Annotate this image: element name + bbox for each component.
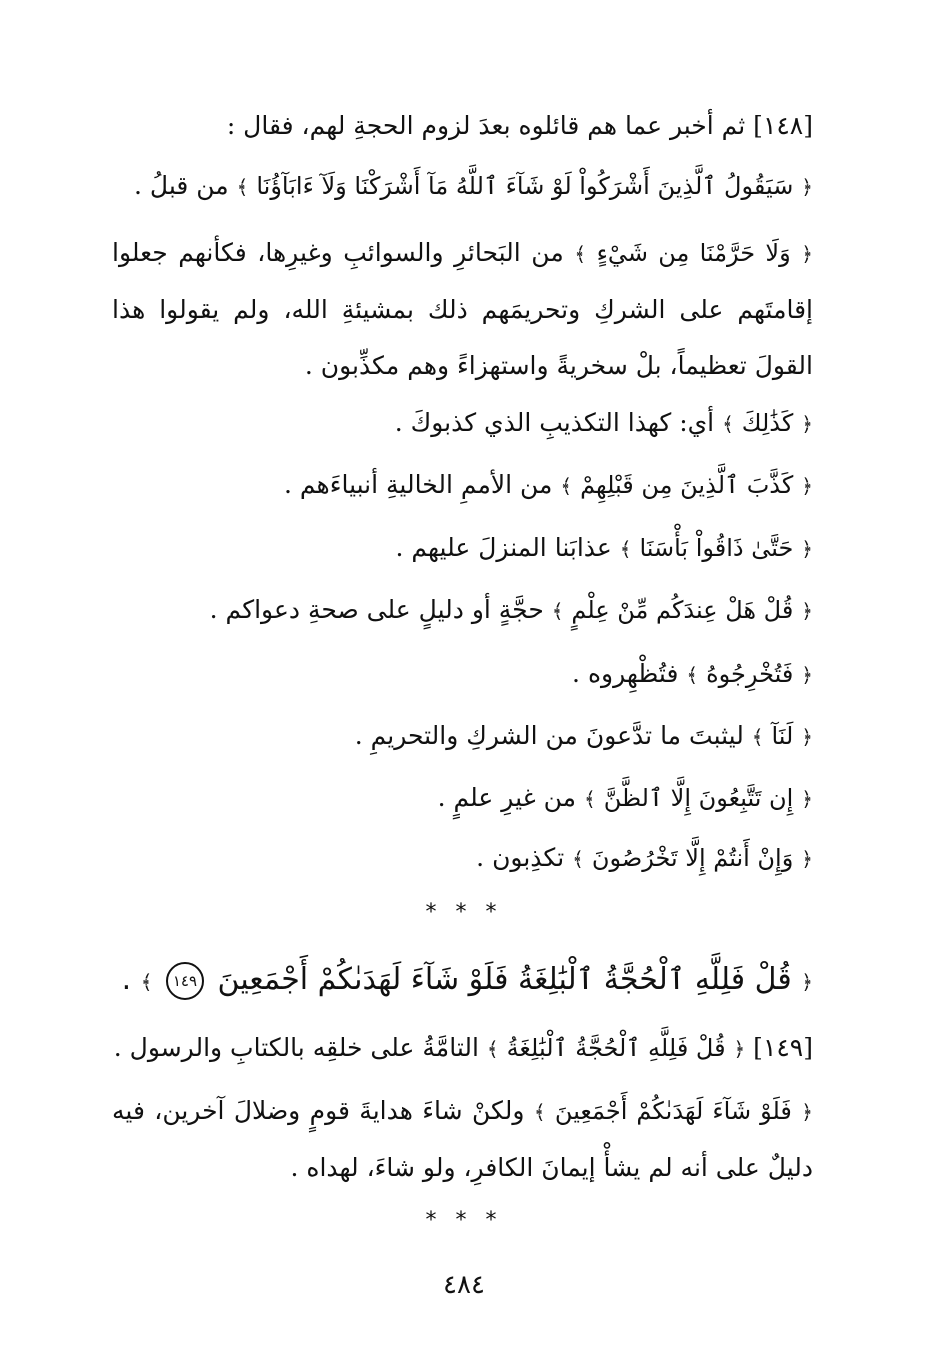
ornate-bracket-close: ﴾ <box>560 474 573 498</box>
quran-quote-paragraph <box>395 395 813 452</box>
quran-quote: سَيَقُولُ ٱلَّذِينَ أَشْرَكُواْ لَوْ شَآءَ ٱللَّهُ مَآ أَشْرَكْنَا وَلَآ ءَابَآؤُنَا <box>256 172 794 200</box>
section-separator: * * * <box>425 900 503 925</box>
ornate-bracket-open: ﴿ <box>801 970 813 994</box>
paragraph-text: من الأممِ الخاليةِ أنبياءَهم . <box>283 470 553 499</box>
paragraph-text: من قبلُ . <box>134 171 229 200</box>
verse-end: . <box>121 962 132 997</box>
paragraph-text: فتُظْهِروه . <box>572 659 679 688</box>
paragraph-text: من البَحائرِ والسوائبِ وغيرِها، فكأنهم جعلوا إقامتَهم على الشركِ وتحريمَهم ذلك بمشيئةِ الله، ولم يقولوا هذا القولَ تعظيماً، بلْ سخريةً واستهزاءً وهم مكذِّبون . <box>112 238 813 380</box>
quran-quote: وَلَا حَرَّمْنَا مِن شَيْءٍ <box>596 239 791 267</box>
page-number: ٤٨٤ <box>443 1270 485 1300</box>
paragraph-text: ليثبتَ ما تدَّعونَ من الشركِ والتحريمِ . <box>354 721 744 750</box>
ornate-bracket-close: ﴾ <box>551 599 564 623</box>
ornate-bracket-close: ﴾ <box>486 1037 499 1061</box>
ornate-bracket-open: ﴿ <box>801 725 813 749</box>
quran-quote: كَذَٰلِكَ <box>741 409 794 437</box>
quran-quote-paragraph <box>572 646 813 703</box>
ornate-bracket-open: ﴿ <box>801 847 813 871</box>
quran-quote-paragraph <box>112 1083 813 1196</box>
paragraph-text: عذابَنا المنزلَ عليهم . <box>395 533 612 562</box>
ornate-bracket-open: ﴿ <box>801 537 813 561</box>
quran-quote: كَذَّبَ ٱلَّذِينَ مِن قَبْلِهِمْ <box>580 471 794 499</box>
ornate-bracket-open: ﴿ <box>801 175 813 199</box>
ornate-bracket-open: ﴿ <box>733 1037 746 1061</box>
verse-text: قُلْ فَلِلَّهِ ٱلْحُجَّةُ ٱلْبَٰلِغَةُ فَلَوْ شَآءَ لَهَدَىٰكُمْ أَجْمَعِينَ <box>217 962 792 997</box>
quran-quote-paragraph <box>355 708 813 765</box>
ornate-bracket-close: ﴾ <box>572 847 584 871</box>
ornate-bracket-close: ﴾ <box>584 787 596 811</box>
verse-heading <box>121 950 813 1012</box>
ornate-bracket-close: ﴾ <box>533 1100 546 1124</box>
ornate-bracket-close: ﴾ <box>686 663 699 687</box>
paragraph-text: حجَّةٍ أو دليلٍ على صحةِ دعواكم . <box>209 595 544 624</box>
paragraph-text: أي: كهذا التكذيبِ الذي كذبوكَ . <box>394 408 715 437</box>
ornate-bracket-close: ﴾ <box>751 725 764 749</box>
ornate-bracket-close: ﴾ <box>140 970 153 994</box>
paragraph-text: [١٤٨] ثم أخبر عما هم قائلوه بعدَ لزوم الحجةِ لهم، فقال : <box>226 111 813 140</box>
paragraph-text: تكذِبون . <box>476 843 565 872</box>
quran-quote: إِن تَتَّبِعُونَ إِلَّا ٱلظَّنَّ <box>603 784 794 812</box>
section-separator: * * * <box>425 1208 503 1233</box>
quran-quote: وَإِنْ أَنتُمْ إِلَّا تَخْرُصُونَ <box>591 844 794 872</box>
quran-quote: فَتُخْرِجُوهُ <box>706 660 794 688</box>
ornate-bracket-open: ﴿ <box>801 663 813 687</box>
ornate-bracket-close: ﴾ <box>574 242 587 266</box>
paragraph-text: التامَّةُ على خلقِه بالكتابِ والرسول . <box>113 1033 479 1062</box>
quran-quote: قُلْ هَلْ عِندَكُم مِّنْ عِلْمٍ <box>571 596 794 624</box>
quran-quote-paragraph <box>476 830 813 887</box>
quran-quote-paragraph <box>438 770 813 827</box>
quran-quote-paragraph <box>284 457 813 514</box>
ornate-bracket-close: ﴾ <box>722 412 734 436</box>
ornate-bracket-open: ﴿ <box>801 474 813 498</box>
ornate-bracket-open: ﴿ <box>801 412 813 436</box>
paragraph-number: [١٤٩] <box>745 1033 813 1062</box>
quran-quote-paragraph <box>134 158 813 215</box>
quran-quote: حَتَّىٰ ذَاقُواْ بَأْسَنَا <box>639 534 794 562</box>
paragraph-text: من غيرِ علمٍ . <box>437 783 577 812</box>
ayah-number-marker: ١٤٩ <box>166 962 204 1000</box>
quran-quote: قُلْ فَلِلَّهِ ٱلْحُجَّةُ ٱلْبَٰلِغَةُ <box>506 1034 726 1062</box>
paragraph-text: ولكنْ شاءَ هدايةَ قومٍ وضلالَ آخرين، فيه دليلٌ على أنه لم يشأْ إيمانَ الكافرِ، ولو شاءَ، لهداه . <box>112 1096 813 1182</box>
quran-quote-paragraph <box>210 582 813 639</box>
paragraph-149 <box>114 1020 813 1077</box>
ornate-bracket-open: ﴿ <box>801 1100 813 1124</box>
quran-quote-paragraph <box>396 520 814 577</box>
ornate-bracket-open: ﴿ <box>801 242 813 266</box>
ornate-bracket-close: ﴾ <box>236 175 249 199</box>
paragraph-148-intro <box>227 98 813 154</box>
ornate-bracket-open: ﴿ <box>801 787 813 811</box>
quran-quote: فَلَوْ شَآءَ لَهَدَىٰكُمْ أَجْمَعِينَ <box>554 1097 792 1125</box>
ornate-bracket-open: ﴿ <box>801 599 813 623</box>
ornate-bracket-close: ﴾ <box>619 537 632 561</box>
quran-quote: لَنَآ <box>771 722 794 750</box>
quran-quote-paragraph <box>112 225 813 394</box>
